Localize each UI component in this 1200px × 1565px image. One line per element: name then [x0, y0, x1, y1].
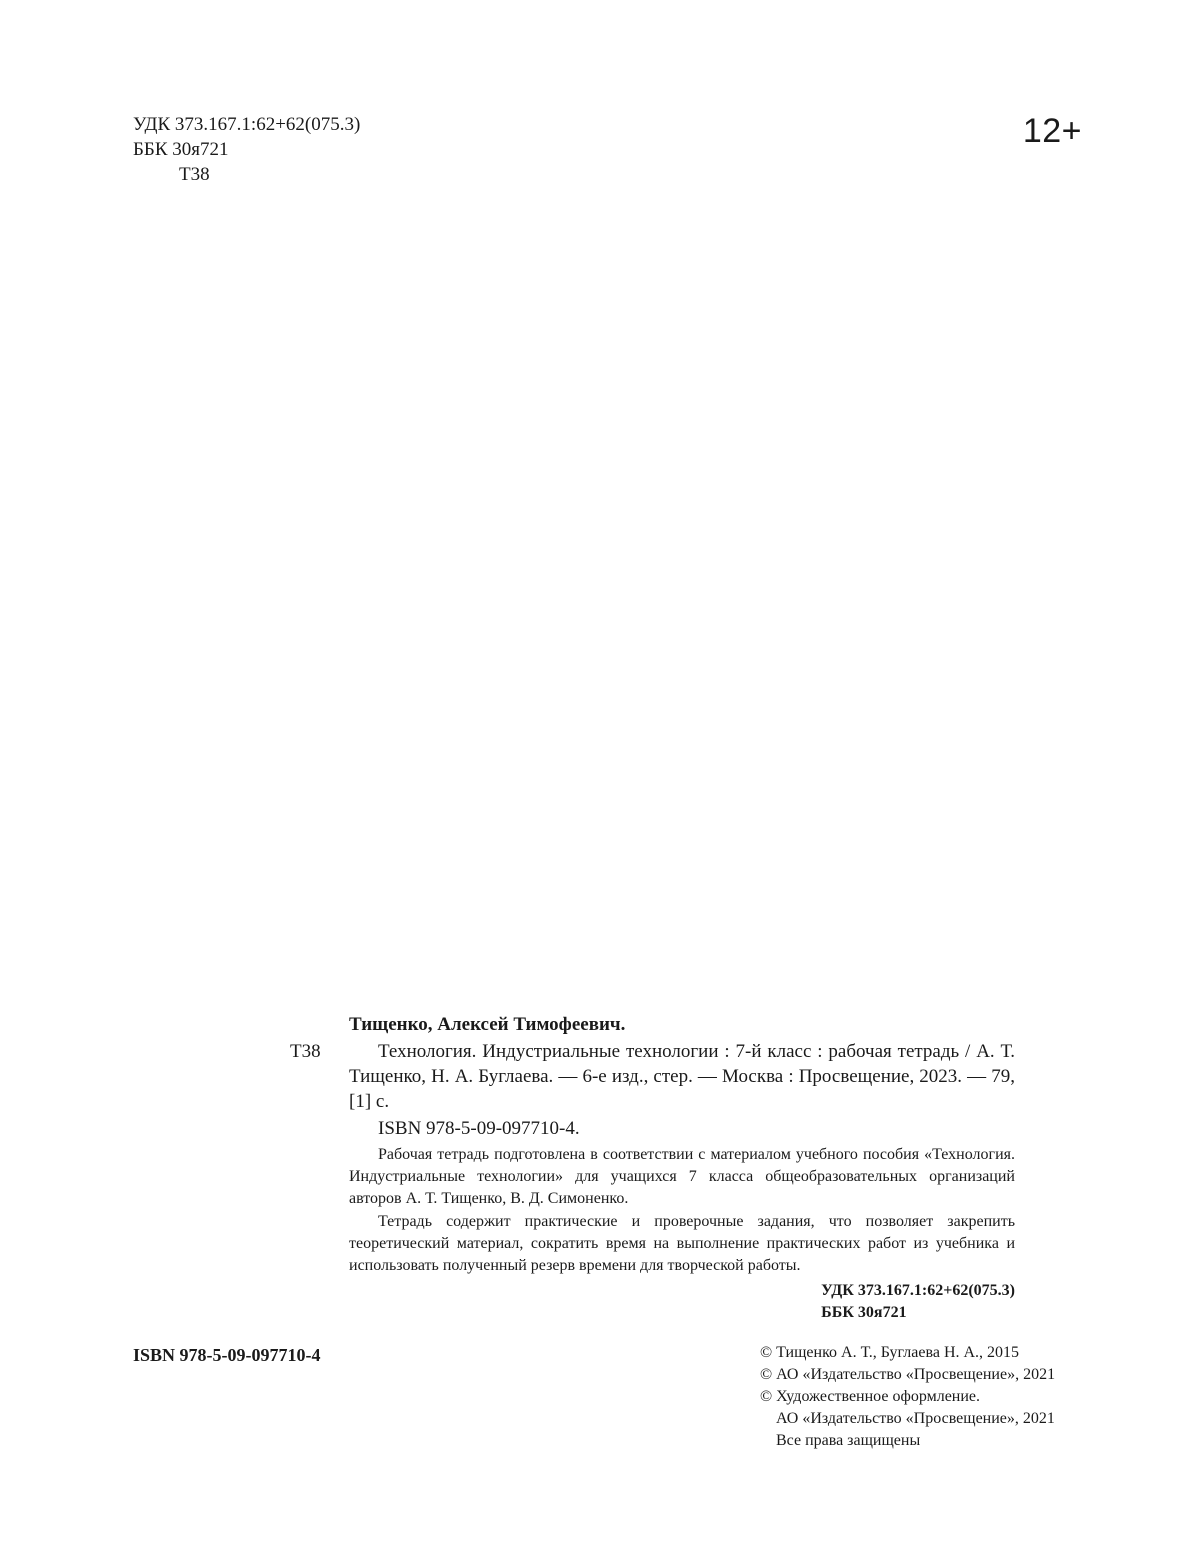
copyright-authors: © Тищенко А. Т., Буглаева Н. А., 2015: [760, 1344, 1020, 1361]
copyright-design-publisher: АО «Издательство «Просвещение», 2021: [776, 1410, 1055, 1427]
card-description: Технология. Индустриальные технологии : 7-й класс : рабочая тетрадь / А. Т. Тищенко, Н. А. Буглаева. — 6-е изд., стер. — Москва : Просвещение, 2023. — 79, [1] с.: [349, 1041, 1015, 1112]
card-udk: УДК 373.167.1:62+62(075.3): [821, 1282, 1015, 1299]
card-author-mark: Т38: [290, 1041, 321, 1062]
card-codes: [349, 1280, 1015, 1324]
card-annotation-1: Рабочая тетрадь подготовлена в соответствии с материалом учебного пособия «Технология. Индустриальные технологии» для учащихся 7 класса общеобразовательных организаций авторов А. Т. Тищенко, В. Д. Симоненко.: [349, 1146, 1015, 1207]
card-bbk: ББК 30я721: [821, 1304, 907, 1321]
classification-codes: [133, 112, 360, 187]
rights-reserved: Все права защищены: [776, 1432, 921, 1449]
card-body: [349, 1012, 1015, 1324]
footer-isbn: ISBN 978-5-09-097710-4: [133, 1345, 321, 1365]
age-rating: 12+: [1022, 112, 1082, 150]
copyright-publisher: © АО «Издательство «Просвещение», 2021: [760, 1366, 1056, 1383]
copyright-block: [760, 1342, 1055, 1452]
card-isbn: ISBN 978-5-09-097710-4.: [378, 1118, 580, 1139]
author-mark: Т38: [179, 164, 210, 185]
copyright-design: © Художественное оформление.: [760, 1388, 981, 1405]
card-annotation-2: Тетрадь содержит практические и проверочные задания, что позволяет закрепить теоретический материал, сократить время на выполнение практических работ из учебника и использовать полученный резерв времени для творческой работы.: [349, 1213, 1015, 1274]
card-author: Тищенко, Алексей Тимофеевич.: [349, 1014, 626, 1035]
catalogue-card: [290, 1012, 1015, 1324]
bbk-code: ББК 30я721: [133, 139, 229, 160]
udk-code: УДК 373.167.1:62+62(075.3): [133, 114, 361, 135]
